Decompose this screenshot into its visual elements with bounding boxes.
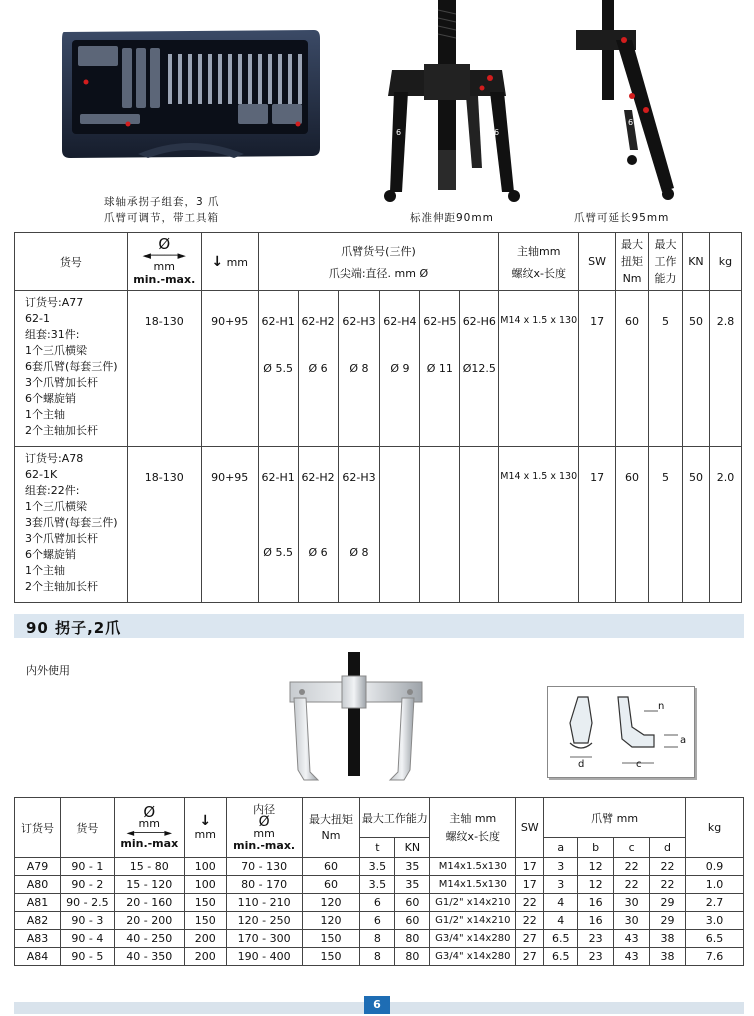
table-cell: 23	[578, 948, 614, 966]
arm-code: 62-H3	[342, 315, 376, 328]
desc-line: 2个主轴加长杆	[25, 424, 98, 437]
three-jaw-puller-image	[372, 0, 522, 206]
jaw-dimension-diagram	[547, 686, 695, 778]
table-cell: 30	[614, 912, 650, 930]
table-cell: 170 - 300	[226, 930, 302, 948]
arm-cell	[298, 447, 338, 603]
table-cell: 15 - 120	[114, 876, 184, 894]
table-cell: 3.5	[360, 876, 395, 894]
torque-line2: Nm	[321, 828, 341, 842]
table-cell: 6.5	[686, 930, 744, 948]
table-cell: 90 - 3	[60, 912, 114, 930]
desc-line: 1个主轴	[25, 564, 65, 577]
table-cell: 120	[302, 912, 360, 930]
col-kn: KN	[682, 233, 709, 291]
table-cell: 70 - 130	[226, 858, 302, 876]
col-torque	[302, 798, 360, 858]
table-cell: 3.0	[686, 912, 744, 930]
diameter-arrow-icon: ◄────►	[142, 249, 186, 262]
table-cell: G1/2" x14x210	[430, 912, 516, 930]
col-sw: SW	[516, 798, 544, 858]
table-cell: 100	[184, 876, 226, 894]
tip-dia: Ø 6	[308, 546, 328, 559]
table-cell: 16	[578, 912, 614, 930]
col-capacity	[649, 233, 683, 291]
table-cell: 17	[516, 876, 544, 894]
table-cell: 60	[302, 876, 360, 894]
arm-cell	[338, 291, 380, 447]
table-cell: A81	[15, 894, 61, 912]
arm-subtitle: 爪尖端:直径. mm Ø	[328, 266, 429, 280]
table-cell: 3	[544, 876, 578, 894]
table-cell: 150	[184, 894, 226, 912]
spindle-cell: M14 x 1.5 x 130	[499, 447, 579, 603]
arm-cell	[298, 291, 338, 447]
table-cell: 6.5	[544, 948, 578, 966]
table-cell: 22	[614, 876, 650, 894]
diameter-unit: mm	[153, 260, 175, 273]
table-cell: 100	[184, 858, 226, 876]
table-cell: A79	[15, 858, 61, 876]
reach-unit: mm	[226, 255, 249, 269]
arm-code: 62-H4	[383, 315, 417, 328]
col-spindle	[499, 233, 579, 291]
table-cell: 90 - 4	[60, 930, 114, 948]
tool-case-image	[58, 24, 324, 172]
tip-dia: Ø 11	[426, 362, 453, 375]
table-cell: A84	[15, 948, 61, 966]
table-cell: 35	[395, 858, 430, 876]
table-cell: 60	[302, 858, 360, 876]
table-cell: 3.5	[360, 858, 395, 876]
svg-text:6: 6	[628, 118, 634, 127]
table-cell: G3/4" x14x280	[430, 930, 516, 948]
table-cell: G3/4" x14x280	[430, 948, 516, 966]
col-torque	[616, 233, 649, 291]
arm-code: 62-H2	[301, 471, 335, 484]
table-cell: 190 - 400	[226, 948, 302, 966]
table-cell: 60	[395, 894, 430, 912]
table-row	[15, 894, 744, 912]
extended-reach-caption: 爪臂可延长95mm	[574, 212, 670, 224]
arm-cell-empty	[460, 447, 499, 603]
row-desc	[15, 447, 128, 603]
tip-dia: Ø12.5	[462, 362, 496, 375]
table-row	[15, 948, 744, 966]
diameter-symbol: Ø	[158, 235, 171, 253]
spindle-line1: 主轴 mm	[449, 811, 497, 825]
table-cell: 16	[578, 894, 614, 912]
table-cell: 60	[395, 912, 430, 930]
dim-label-a: a	[680, 735, 687, 746]
table-cell: 1.0	[686, 876, 744, 894]
table-cell: 6.5	[544, 930, 578, 948]
arm-code: 62-H3	[342, 471, 376, 484]
table-cell: 90 - 2.5	[60, 894, 114, 912]
table-cell: 29	[650, 912, 686, 930]
kn-cell: 50	[682, 291, 709, 447]
desc-line: 2个主轴加长杆	[25, 580, 98, 593]
diameter-unit: mm	[138, 816, 160, 830]
table-row	[15, 447, 742, 603]
desc-line: 62-1K	[25, 468, 58, 481]
table-cell: 4	[544, 894, 578, 912]
kg-cell: 2.0	[709, 447, 741, 603]
three-jaw-spec-table	[14, 232, 742, 603]
table-cell: 150	[184, 912, 226, 930]
table-cell: 38	[650, 930, 686, 948]
table-cell: 40 - 250	[114, 930, 184, 948]
section-title: 90 拐子,2爪	[26, 619, 122, 637]
sw-cell: 17	[579, 447, 616, 603]
table-cell: 3	[544, 858, 578, 876]
diameter-range-label: min.-max.	[133, 273, 196, 286]
col-d: d	[650, 838, 686, 858]
arm-code: 62-H6	[462, 315, 496, 328]
table-cell: 12	[578, 876, 614, 894]
table-cell: 27	[516, 930, 544, 948]
sw-cell: 17	[579, 291, 616, 447]
table-cell: A80	[15, 876, 61, 894]
table-cell: 20 - 160	[114, 894, 184, 912]
table-cell: 30	[614, 894, 650, 912]
desc-line: 6个螺旋销	[25, 548, 76, 561]
spindle-subtitle: 螺纹x-长度	[511, 266, 566, 280]
table-cell: 17	[516, 858, 544, 876]
table-cell: 8	[360, 930, 395, 948]
tip-dia: Ø 8	[349, 546, 369, 559]
col-t: t	[360, 838, 395, 858]
desc-line: 组套:31件:	[25, 328, 80, 341]
col-c: c	[614, 838, 650, 858]
tip-dia: Ø 5.5	[263, 362, 293, 375]
table-cell: A83	[15, 930, 61, 948]
desc-line: 6套爪臂(每套三件)	[25, 360, 118, 373]
arm-cell	[380, 291, 420, 447]
table-cell: 80	[395, 930, 430, 948]
reach-cell: 90+95	[201, 447, 258, 603]
reach-unit: mm	[194, 828, 216, 841]
table-row	[15, 291, 742, 447]
torque-line3: Nm	[622, 272, 642, 285]
jaw-profile-graphic	[548, 687, 694, 777]
table-cell: M14x1.5x130	[430, 858, 516, 876]
table2-body	[15, 858, 744, 966]
desc-line: 3个爪臂加长杆	[25, 376, 98, 389]
two-jaw-puller-image	[282, 652, 432, 782]
table-row	[15, 858, 744, 876]
diameter-range-label: min.-max	[120, 836, 179, 850]
arm-code: 62-H2	[301, 315, 335, 328]
table-cell: 90 - 1	[60, 858, 114, 876]
desc-line: 1个三爪横梁	[25, 344, 87, 357]
down-arrow-icon: ↓	[211, 253, 224, 270]
table-cell: 6	[360, 912, 395, 930]
table-cell: 22	[516, 912, 544, 930]
diameter-arrow-icon: ◄─────►	[126, 827, 173, 839]
col-reach	[184, 798, 226, 858]
inner-title: 内径	[253, 802, 276, 816]
section-header	[14, 614, 744, 638]
table-cell: 43	[614, 930, 650, 948]
table-cell: 22	[614, 858, 650, 876]
desc-line: 订货号:A78	[25, 452, 84, 465]
desc-line: 组套:22件:	[25, 484, 80, 497]
arm-cell-empty	[420, 447, 460, 603]
table-cell: 2.7	[686, 894, 744, 912]
col-sw: SW	[579, 233, 616, 291]
standard-reach-caption: 标准伸距90mm	[410, 212, 494, 224]
torque-cell: 60	[616, 447, 649, 603]
table-cell: 150	[302, 948, 360, 966]
table-cell: 15 - 80	[114, 858, 184, 876]
table-cell: 40 - 350	[114, 948, 184, 966]
table-cell: 6	[360, 894, 395, 912]
table-cell: 150	[302, 930, 360, 948]
table-cell: 200	[184, 930, 226, 948]
table-cell: M14x1.5x130	[430, 876, 516, 894]
table-row	[15, 930, 744, 948]
table-cell: 20 - 200	[114, 912, 184, 930]
table-cell: 29	[650, 894, 686, 912]
col-order: 订货号	[15, 798, 61, 858]
col-capacity: 最大工作能力	[360, 798, 430, 838]
table-cell: 90 - 5	[60, 948, 114, 966]
table-cell: 12	[578, 858, 614, 876]
table-cell: 90 - 2	[60, 876, 114, 894]
table-cell: 22	[516, 894, 544, 912]
section-subtitle: 内外使用	[26, 664, 70, 677]
table-cell: 110 - 210	[226, 894, 302, 912]
table-cell: 4	[544, 912, 578, 930]
desc-line: 3个爪臂加长杆	[25, 532, 98, 545]
arm-code: 62-H1	[261, 471, 295, 484]
table-cell: G1/2" x14x210	[430, 894, 516, 912]
col-diameter	[114, 798, 184, 858]
desc-line: 1个三爪横梁	[25, 500, 87, 513]
col-kg: kg	[709, 233, 741, 291]
kg-cell: 2.8	[709, 291, 741, 447]
torque-line1: 最大	[621, 238, 644, 251]
capacity-cell: 5	[649, 447, 683, 603]
table-cell: 27	[516, 948, 544, 966]
table-cell: 120 - 250	[226, 912, 302, 930]
tip-dia: Ø 6	[308, 362, 328, 375]
col-inner	[226, 798, 302, 858]
table-cell: 43	[614, 948, 650, 966]
torque-line1: 最大扭矩	[308, 812, 353, 826]
case-caption-line2: 爪臂可调节，带工具箱	[104, 212, 219, 224]
col-code: 货号	[60, 798, 114, 858]
desc-line: 6个螺旋销	[25, 392, 76, 405]
table-cell: 23	[578, 930, 614, 948]
table-row	[15, 912, 744, 930]
col-spindle	[430, 798, 516, 858]
table-cell: 200	[184, 948, 226, 966]
table-cell: 80 - 170	[226, 876, 302, 894]
torque-cell: 60	[616, 291, 649, 447]
capacity-line3: 能力	[654, 272, 677, 285]
table-cell: 8	[360, 948, 395, 966]
row-desc	[15, 291, 128, 447]
table-cell: 120	[302, 894, 360, 912]
dim-label-n: n	[658, 701, 665, 712]
desc-line: 1个主轴	[25, 408, 65, 421]
table-cell: 22	[650, 858, 686, 876]
tip-dia: Ø 9	[390, 362, 410, 375]
svg-text:6: 6	[396, 128, 402, 137]
col-kg: kg	[686, 798, 744, 858]
arm-code: 62-H5	[423, 315, 457, 328]
extended-puller-image	[576, 0, 682, 206]
page-number: 6	[364, 996, 390, 1014]
arm-cell	[258, 291, 298, 447]
dim-label-d: d	[578, 759, 585, 770]
range-cell: 18-130	[127, 291, 201, 447]
torque-line2: 扭矩	[621, 255, 644, 268]
spindle-title: 主轴mm	[517, 244, 561, 258]
arm-code: 62-H1	[261, 315, 295, 328]
desc-line: 62-1	[25, 312, 50, 325]
arm-cell	[258, 447, 298, 603]
desc-line: 3套爪臂(每套三件)	[25, 516, 118, 529]
svg-text:6: 6	[494, 128, 500, 137]
col-a: a	[544, 838, 578, 858]
col-reach	[201, 233, 258, 291]
capacity-line2: 工作	[654, 255, 677, 268]
col-kn: KN	[395, 838, 430, 858]
arm-cell	[460, 291, 499, 447]
col-arm	[258, 233, 499, 291]
tip-dia: Ø 8	[349, 362, 369, 375]
table-cell: 38	[650, 948, 686, 966]
arm-title: 爪臂货号(三件)	[341, 244, 416, 258]
inner-range-label: min.-max.	[233, 838, 296, 852]
tip-dia: Ø 5.5	[263, 546, 293, 559]
inner-unit: mm	[253, 826, 275, 840]
case-caption-line1: 球轴承拐子组套，3 爪	[104, 196, 220, 208]
table-cell: 22	[650, 876, 686, 894]
range-cell: 18-130	[127, 447, 201, 603]
spindle-cell: M14 x 1.5 x 130	[499, 291, 579, 447]
arm-cell	[338, 447, 380, 603]
table-cell: A82	[15, 912, 61, 930]
two-jaw-spec-table	[14, 797, 744, 966]
capacity-line1: 最大	[654, 238, 677, 251]
col-arm: 爪臂 mm	[544, 798, 686, 838]
down-arrow-icon: ↓	[199, 813, 212, 829]
table-cell: 0.9	[686, 858, 744, 876]
diameter-symbol: Ø	[143, 802, 156, 821]
desc-line: 订货号:A77	[25, 296, 84, 309]
table-cell: 80	[395, 948, 430, 966]
reach-cell: 90+95	[201, 291, 258, 447]
capacity-cell: 5	[649, 291, 683, 447]
spindle-line2: 螺纹x-长度	[445, 829, 501, 843]
table-cell: 7.6	[686, 948, 744, 966]
table-row	[15, 876, 744, 894]
arm-cell	[420, 291, 460, 447]
col-b: b	[578, 838, 614, 858]
table-cell: 35	[395, 876, 430, 894]
col-diameter	[127, 233, 201, 291]
col-code: 货号	[15, 233, 128, 291]
kn-cell: 50	[682, 447, 709, 603]
inner-symbol: Ø	[258, 813, 270, 830]
dim-label-c: c	[636, 759, 642, 770]
arm-cell-empty	[380, 447, 420, 603]
